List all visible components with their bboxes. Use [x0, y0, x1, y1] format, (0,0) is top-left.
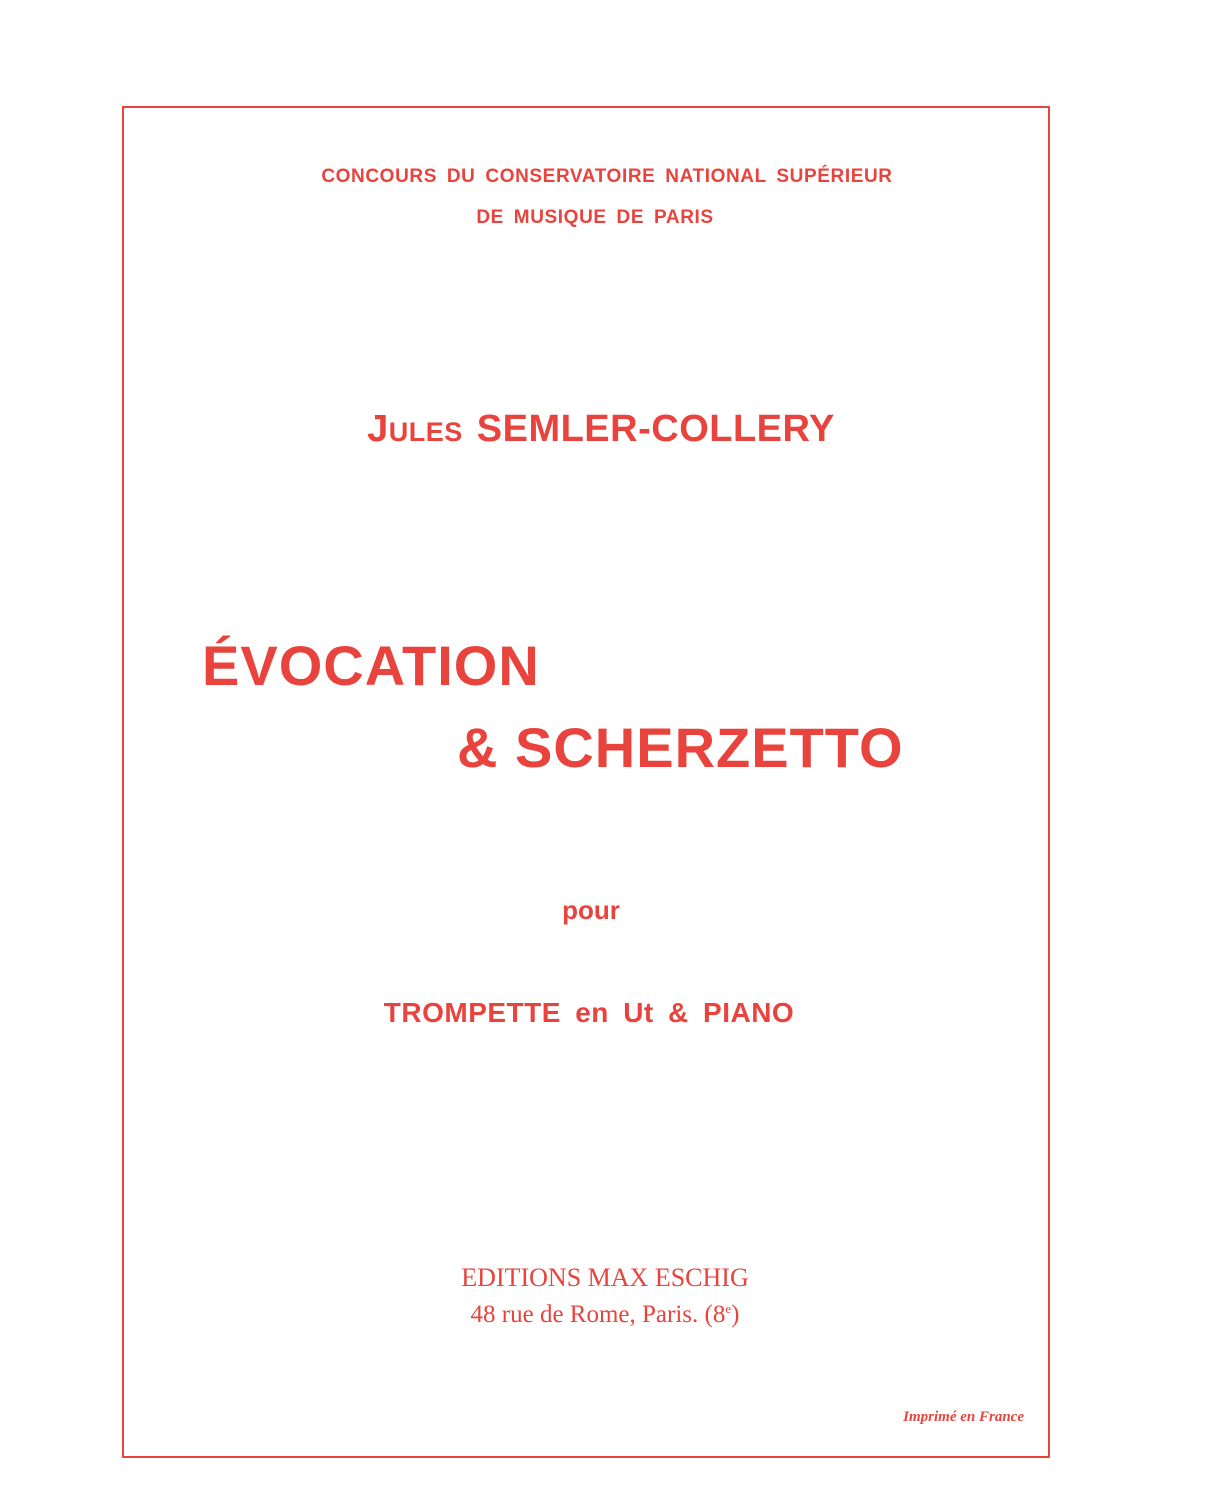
instrument-key: en Ut — [575, 997, 654, 1028]
arrondissement-open: (8 — [704, 1301, 726, 1328]
pour-label: pour — [562, 895, 620, 925]
publisher-address — [0, 1301, 1212, 1329]
instrument-trumpet: TROMPETTE — [383, 997, 561, 1028]
composer-first-name: Jules — [367, 408, 463, 450]
composer-name — [0, 408, 1208, 451]
page-border — [122, 106, 1050, 1458]
publisher-street: 48 rue de Rome, Paris. — [470, 1301, 699, 1328]
work-title-line2: & SCHERZETTO — [457, 716, 904, 779]
printed-in-france: Imprimé en France — [903, 1409, 1024, 1425]
composer-last-name: SEMLER-COLLERY — [476, 408, 835, 450]
arrondissement-superscript: e — [725, 1301, 732, 1316]
arrondissement-close: ) — [731, 1301, 740, 1328]
publisher-arrondissement — [705, 1301, 740, 1328]
instrument-piano: PIANO — [703, 997, 795, 1028]
work-title-line1: ÉVOCATION — [202, 634, 540, 697]
competition-header-line2: DE MUSIQUE DE PARIS — [476, 207, 714, 228]
publisher-name: EDITIONS MAX ESCHIG — [461, 1263, 749, 1292]
instrumentation — [0, 997, 1196, 1029]
competition-header-line1: CONCOURS DU CONSERVATOIRE NATIONAL SUPÉRIEUR — [321, 166, 893, 187]
instrument-ampersand: & — [668, 997, 689, 1028]
